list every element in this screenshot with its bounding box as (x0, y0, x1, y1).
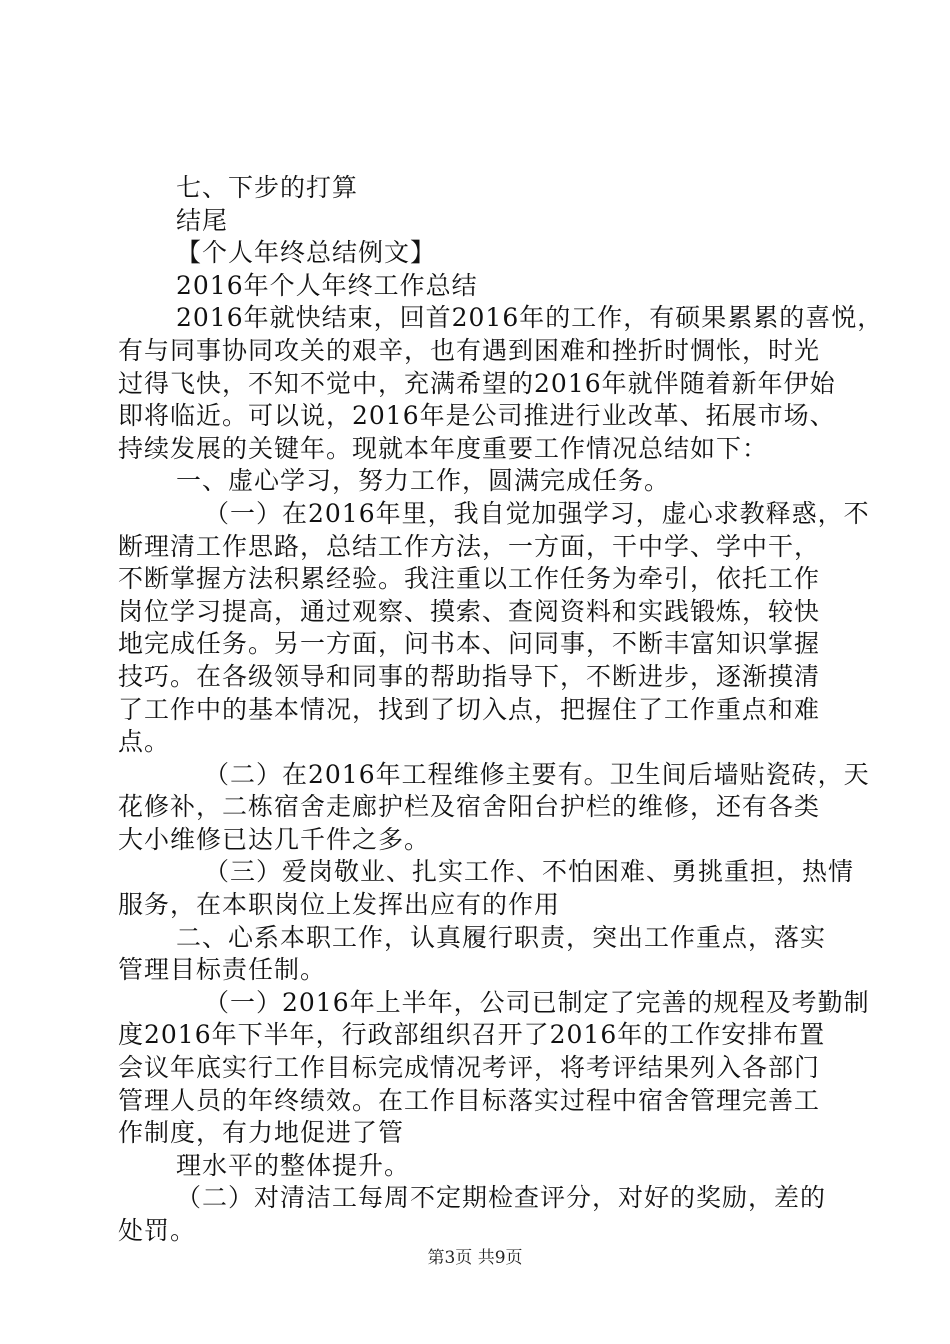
text-line: 了工作中的基本情况，找到了切入点，把握住了工作重点和难 (118, 694, 821, 724)
text-line: 作制度，有力地促进了管 (118, 1118, 405, 1148)
text-line: 即将临近。可以说，2016年是公司推进行业改革、拓展市场、 (118, 401, 836, 431)
text-line: 大小维修已达几千件之多。 (118, 824, 431, 854)
text-line: 管理人员的年终绩效。在工作目标落实过程中宿舍管理完善工 (118, 1085, 821, 1115)
text-line: 【个人年终总结例文】 (176, 238, 437, 268)
text-line: （三）爱岗敬业、扎实工作、不怕困难、勇挑重担，热情 (204, 857, 855, 887)
text-line: 花修补，二栋宿舍走廊护栏及宿舍阳台护栏的维修，还有各类 (118, 792, 821, 822)
text-line: 有与同事协同攻关的艰辛，也有遇到困难和挫折时惆怅，时光 (118, 335, 821, 365)
text-line: 理水平的整体提升。 (176, 1150, 411, 1180)
text-line: 2016年就快结束，回首2016年的工作，有硕果累累的喜悦， (176, 303, 884, 333)
page-number: 第3页 共9页 (427, 1248, 523, 1268)
text-line: 点。 (118, 727, 171, 757)
text-line: （二）在2016年工程维修主要有。卫生间后墙贴瓷砖，天 (204, 759, 870, 789)
text-line: 一、虚心学习，努力工作，圆满完成任务。 (176, 466, 671, 496)
text-line: 处罚。 (118, 1216, 197, 1245)
text-line: 不断掌握方法积累经验。我注重以工作任务为牵引，依托工作 (118, 564, 821, 594)
text-line: 服务，在本职岗位上发挥出应有的作用 (118, 890, 561, 920)
document-body (118, 172, 884, 1248)
text-line: 七、下步的打算 (176, 173, 359, 202)
text-line: 结尾 (176, 205, 229, 235)
text-line: 2016年个人年终工作总结 (176, 270, 478, 300)
text-line: 二、心系本职工作，认真履行职责，突出工作重点，落实 (176, 922, 827, 952)
text-line: 技巧。在各级领导和同事的帮助指导下，不断进步，逐渐摸清 (118, 661, 821, 691)
text-line: 管理目标责任制。 (118, 955, 327, 985)
text-line: 度2016年下半年，行政部组织召开了2016年的工作安排布置 (118, 1020, 826, 1050)
text-line: 持续发展的关键年。现就本年度重要工作情况总结如下： (118, 433, 769, 463)
text-line: 断理清工作思路，总结工作方法，一方面，干中学、学中干， (118, 531, 821, 561)
text-line: （二）对清洁工每周不定期检查评分，对好的奖励，差的 (176, 1183, 827, 1213)
text-line: （一）2016年上半年，公司已制定了完善的规程及考勤制 (204, 987, 870, 1017)
text-line: 地完成任务。另一方面，问书本、问同事，不断丰富知识掌握 (118, 629, 821, 659)
text-line: （一）在2016年里，我自觉加强学习，虚心求教释惑，不 (204, 498, 870, 528)
text-line: 会议年底实行工作目标完成情况考评，将考评结果列入各部门 (118, 1053, 821, 1083)
text-line: 岗位学习提高，通过观察、摸索、查阅资料和实践锻炼，较快 (118, 596, 821, 626)
text-line: 过得飞快，不知不觉中，充满希望的2016年就伴随着新年伊始 (118, 368, 836, 398)
